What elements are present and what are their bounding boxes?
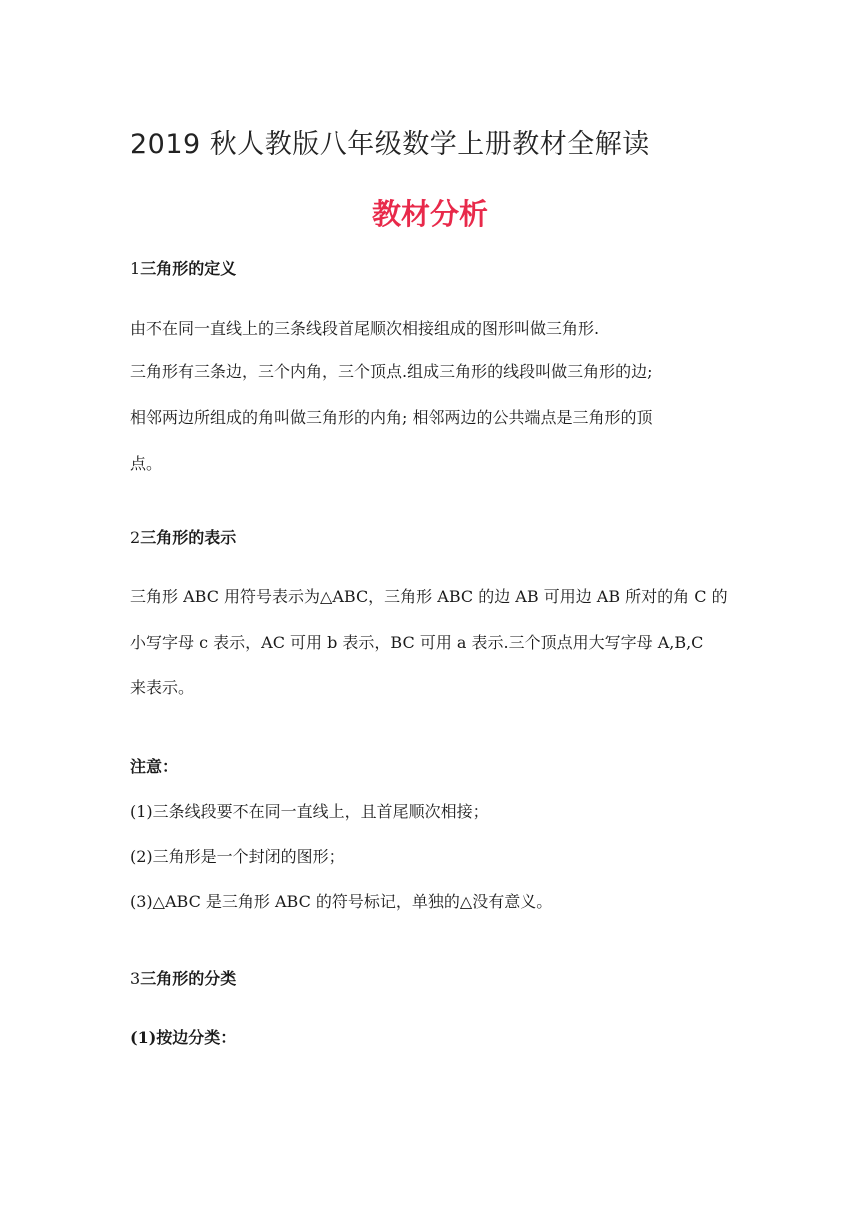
section-number: 3 xyxy=(130,969,141,988)
document-title: 2019 秋人教版八年级数学上册教材全解读 xyxy=(130,129,650,160)
paragraph-line: 点。 xyxy=(130,454,163,473)
note-item: (1)三条线段要不在同一直线上，且首尾顺次相接； xyxy=(130,802,489,821)
sub-heading: (1)按边分类： xyxy=(130,1028,237,1047)
note-item: (3)△ABC 是三角形 ABC 的符号标记，单独的△没有意义。 xyxy=(130,892,553,911)
section-title: 教材分析 xyxy=(371,197,488,231)
paragraph-line: 小写字母 c 表示，AC 可用 b 表示，BC 可用 a 表示.三个顶点用大写字母 A,B,C xyxy=(130,633,704,652)
notes-label: 注意： xyxy=(130,757,179,776)
section-heading-text: 三角形的分类 xyxy=(140,969,237,988)
section-number: 2 xyxy=(130,528,141,547)
note-item: (2)三角形是一个封闭的图形； xyxy=(130,847,345,866)
section-heading-text: 三角形的定义 xyxy=(140,259,237,278)
paragraph-line: 由不在同一直线上的三条线段首尾顺次相接组成的图形叫做三角形. xyxy=(130,319,600,338)
paragraph-line: 来表示。 xyxy=(130,678,195,697)
section-3-heading xyxy=(130,966,236,989)
section-1-heading xyxy=(130,256,236,279)
paragraph-line: 相邻两边所组成的角叫做三角形的内角; 相邻两边的公共端点是三角形的顶 xyxy=(130,408,653,427)
paragraph-line: 三角形 ABC 用符号表示为△ABC，三角形 ABC 的边 AB 可用边 AB 所对的角 C 的 xyxy=(130,587,728,606)
section-2-heading xyxy=(130,525,236,548)
section-number: 1 xyxy=(130,259,141,278)
paragraph-line: 三角形有三条边，三个内角，三个顶点.组成三角形的线段叫做三角形的边; xyxy=(130,362,653,381)
section-heading-text: 三角形的表示 xyxy=(140,528,237,547)
